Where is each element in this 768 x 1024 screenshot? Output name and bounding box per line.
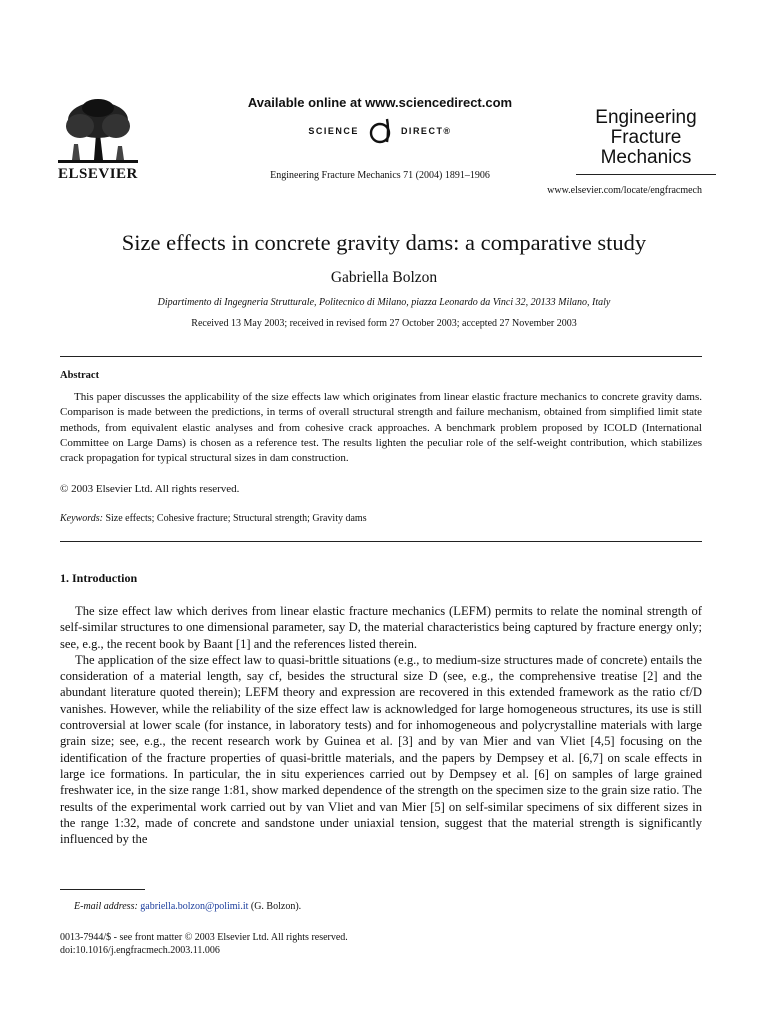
article-author: Gabriella Bolzon — [330, 269, 438, 286]
footnote-label: E-mail address: — [74, 901, 138, 912]
section-body — [60, 603, 702, 847]
section-heading: 1. Introduction — [60, 571, 138, 585]
footnote-divider — [60, 889, 145, 890]
footnote-suffix: (G. Bolzon). — [250, 901, 302, 912]
sciencedirect-d-icon — [365, 116, 395, 146]
abstract-heading: Abstract — [60, 370, 100, 381]
publisher-name: ELSEVIER — [58, 166, 138, 182]
footnote — [74, 901, 301, 912]
journal-title — [576, 108, 716, 175]
journal-title-line: Fracture — [610, 127, 682, 148]
keywords-label: Keywords: — [60, 513, 103, 524]
paragraph: The application of the size effect law to quasi-brittle situations (e.g., to medium-size structures made of concrete) entails the consideration of a material length, say cf, besides the structural size D (see, e.g., the comprehensive treatise [2] and the abundant literature quoted therein); LEFM theory and expression are recovered in this extended framework as the ratio cf/D vanishes. However, while the reliability of the size effect law is acknowledged for large homogeneous structures, its use is still controversial at lower scale (for instance, in laboratory tests) and for inhomogeneous and polycrystalline materials with large grain size; see, e.g., the recent research work by Guinea et al. [3] and by van Mier and van Vliet [4,5] focusing on the identification of the fracture properties of quasi-brittle materials, and the papers by Dempsey et al. [6,7] on scale effects in large ice formations. In particular, the in situ experiences carried out by Dempsey et al. [6] on samples of large grained freshwater ice, in the size range 1:81, show marked dependence of the strength on the specimen size to the grain size ratio. The results of the experimental work carried out by van Vliet and van Mier [5] on self-similar specimens of six different sizes in the range 1:32, made of concrete and sandstone under uniaxial tension, suggest that the material strength is significantly influenced by the — [60, 652, 702, 847]
journal-title-line: Engineering — [595, 107, 697, 128]
abstract-copyright: © 2003 Elsevier Ltd. All rights reserved. — [60, 483, 240, 495]
paragraph: The size effect law which derives from linear elastic fracture mechanics (LEFM) permits to relate the nominal strength of self-similar structures to one dimensional parameter, say D, the material characteristics being captured by fracture energy only; see, e.g., the recent book by Baant [1] and the references listed therein. — [60, 604, 702, 651]
journal-url[interactable]: www.elsevier.com/locate/engfracmech — [547, 185, 702, 196]
sciencedirect-left: SCIENCE — [308, 126, 359, 136]
sciencedirect-logo — [230, 116, 530, 146]
sciencedirect-right: DIRECT® — [400, 126, 452, 136]
received-dates: Received 13 May 2003; received in revised form 27 October 2003; accepted 27 November 2003 — [191, 318, 577, 329]
issn-block — [60, 931, 348, 957]
author-affiliation: Dipartimento di Ingegneria Strutturale, Politecnico di Milano, piazza Leonardo da Vinci 32, 20133 Milano, Italy — [157, 297, 611, 308]
author-email-link[interactable]: gabriella.bolzon@polimi.it — [140, 901, 249, 912]
issn-line: 0013-7944/$ - see front matter © 2003 Elsevier Ltd. All rights reserved. — [60, 932, 348, 943]
journal-citation: Engineering Fracture Mechanics 71 (2004) 1891–1906 — [270, 170, 490, 181]
elsevier-tree-logo — [58, 98, 138, 164]
available-online-text: Available online at www.sciencedirect.com — [247, 95, 513, 110]
abstract-top-divider — [60, 356, 702, 357]
keywords — [60, 513, 367, 524]
doi-line: doi:10.1016/j.engfracmech.2003.11.006 — [60, 945, 220, 956]
abstract-bottom-divider — [60, 541, 702, 542]
abstract-text: This paper discusses the applicability of the size effects law which originates from linear elastic fracture mechanics to concrete gravity dams. Comparison is made between the predictions, in terms of overall structural strength and failure mechanism, obtained from simplified limit state methods, from equivalent elastic analyses and from cohesive crack approaches. A benchmark problem proposed by ICOLD (International Committee on Large Dams) is chosen as a reference test. The results lighten the peculiar role of the self-weight contribution, which stabilizes crack propagation for typical structural sizes in dam construction. — [60, 391, 702, 465]
journal-title-line: Mechanics — [600, 147, 692, 168]
keywords-text: Size effects; Cohesive fracture; Structural strength; Gravity dams — [105, 513, 367, 524]
article-title: Size effects in concrete gravity dams: a comparative study — [121, 230, 647, 255]
